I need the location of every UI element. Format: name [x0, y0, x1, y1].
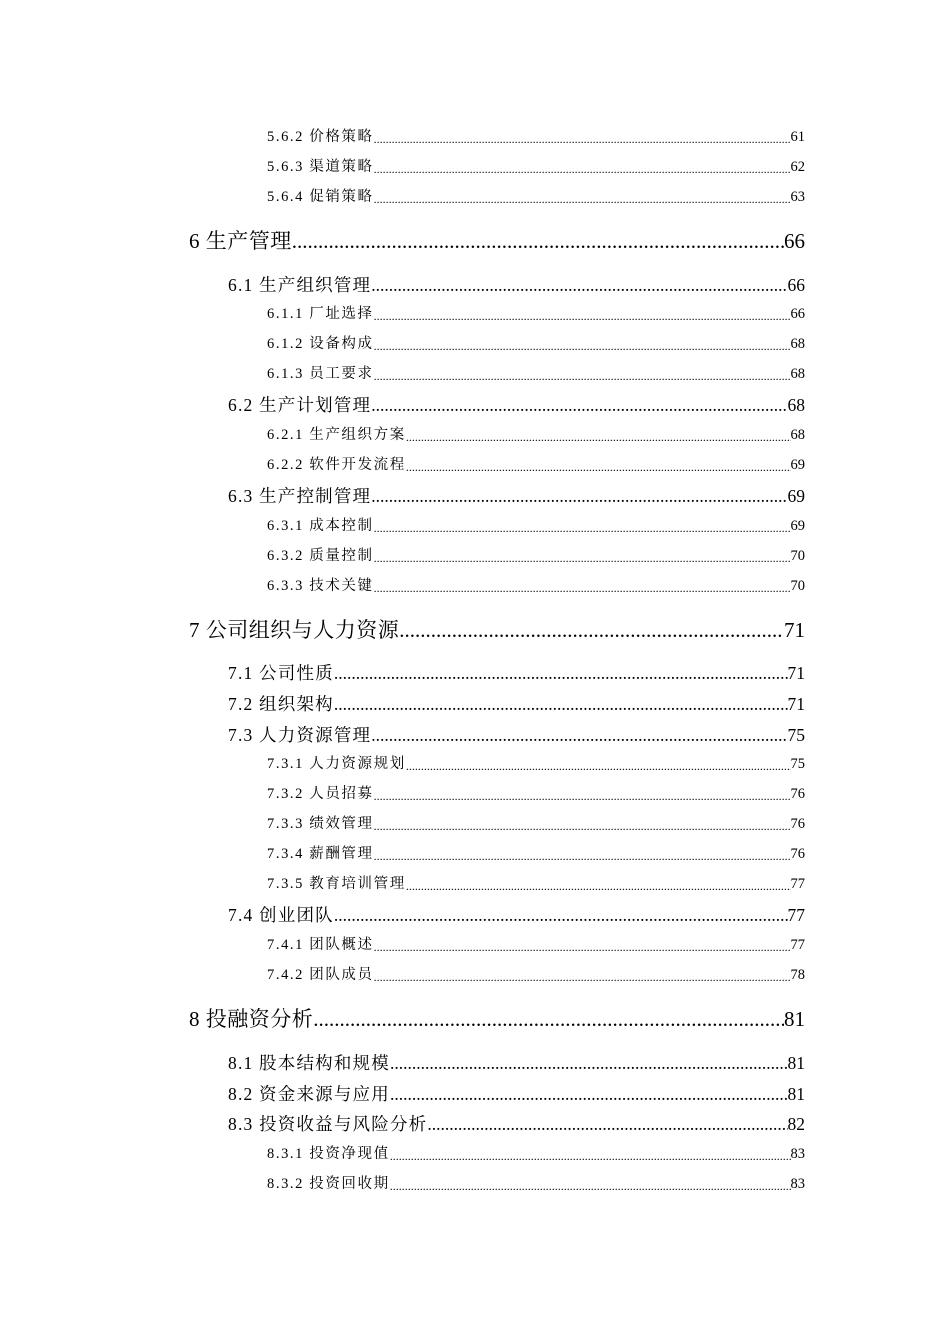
toc-dot-leader — [406, 461, 791, 473]
toc-dot-leader — [374, 370, 791, 382]
toc-dot-leader — [374, 820, 791, 832]
toc-entry[interactable] — [228, 907, 805, 925]
toc-page-number: 71 — [784, 618, 805, 642]
toc-dot-leader — [427, 1116, 787, 1134]
toc-entry[interactable] — [189, 231, 805, 252]
toc-entry-label: 6.3 生产控制管理 — [228, 486, 372, 506]
toc-page-number: 71 — [787, 694, 805, 714]
toc-dot-leader — [374, 941, 791, 953]
toc-entry[interactable] — [267, 190, 805, 205]
toc-page-number: 70 — [790, 548, 805, 564]
toc-page-number: 68 — [790, 336, 805, 352]
toc-page-number: 68 — [787, 395, 805, 415]
toc-entry[interactable] — [267, 549, 805, 564]
toc-dot-leader — [313, 1009, 784, 1030]
toc-entry-label: 7.3.5 教育培训管理 — [267, 876, 406, 892]
toc-entry-label: 5.6.4 促销策略 — [267, 189, 374, 205]
toc-entry-label: 6.1 生产组织管理 — [228, 275, 372, 295]
toc-dot-leader — [374, 850, 791, 862]
toc-page-number: 76 — [790, 786, 805, 802]
toc-entry[interactable] — [267, 1177, 805, 1192]
toc-entry[interactable] — [267, 817, 805, 832]
toc-page-number: 83 — [790, 1176, 805, 1192]
toc-entry-label: 7.1 公司性质 — [228, 663, 334, 683]
toc-entry-label: 8.3.1 投资净现值 — [267, 1146, 390, 1162]
toc-entry[interactable] — [267, 130, 805, 145]
toc-entry[interactable] — [267, 519, 805, 534]
toc-entry[interactable] — [228, 397, 805, 415]
toc-entry-label: 7.3.1 人力资源规划 — [267, 756, 406, 772]
toc-dot-leader — [371, 727, 787, 745]
toc-entry[interactable] — [267, 938, 805, 953]
toc-entry[interactable] — [267, 337, 805, 352]
toc-entry-label: 7 公司组织与人力资源 — [189, 618, 400, 642]
toc-page-number: 77 — [787, 905, 805, 925]
toc-entry-label: 8.3.2 投资回收期 — [267, 1176, 390, 1192]
toc-page-number: 63 — [790, 189, 805, 205]
toc-entry[interactable] — [228, 727, 805, 745]
toc-entry[interactable] — [228, 1086, 805, 1104]
toc-page-number: 83 — [790, 1146, 805, 1162]
toc-page-number: 70 — [790, 578, 805, 594]
toc-dot-leader — [292, 231, 784, 252]
toc-entry[interactable] — [228, 1116, 805, 1134]
toc-entry-label: 6.1.3 员工要求 — [267, 366, 374, 382]
toc-dot-leader — [374, 971, 791, 983]
toc-entry[interactable] — [267, 847, 805, 862]
toc-page-number: 68 — [790, 366, 805, 382]
toc-page-number: 78 — [790, 967, 805, 983]
toc-entry-label: 5.6.3 渠道策略 — [267, 159, 374, 175]
toc-entry[interactable] — [267, 458, 805, 473]
toc-page-number: 62 — [790, 159, 805, 175]
toc-dot-leader — [374, 163, 791, 175]
toc-dot-leader — [371, 397, 787, 415]
toc-entry-label: 6.3.1 成本控制 — [267, 518, 374, 534]
toc-dot-leader — [334, 907, 788, 925]
toc-page-number: 69 — [787, 486, 805, 506]
toc-entry[interactable] — [228, 1055, 805, 1073]
toc-entry-label: 6.2 生产计划管理 — [228, 395, 372, 415]
toc-dot-leader — [374, 522, 791, 534]
toc-entry[interactable] — [267, 307, 805, 322]
toc-page-number: 69 — [790, 518, 805, 534]
toc-page-number: 71 — [787, 663, 805, 683]
toc-dot-leader — [374, 310, 791, 322]
toc-entry-label: 6 生产管理 — [189, 229, 292, 253]
toc-entry-label: 7.4.1 团队概述 — [267, 937, 374, 953]
toc-dot-leader — [374, 340, 791, 352]
toc-entry[interactable] — [267, 787, 805, 802]
toc-dot-leader — [406, 431, 791, 443]
toc-entry[interactable] — [267, 428, 805, 443]
toc-entry[interactable] — [189, 620, 805, 641]
toc-entry[interactable] — [228, 488, 805, 506]
toc-entry[interactable] — [267, 968, 805, 983]
toc-dot-leader — [334, 665, 788, 683]
toc-page-number: 81 — [787, 1053, 805, 1073]
toc-entry-label: 8.1 股本结构和规模 — [228, 1053, 390, 1073]
toc-entry[interactable] — [267, 367, 805, 382]
toc-entry-label: 7.3.3 绩效管理 — [267, 816, 374, 832]
toc-dot-leader — [390, 1086, 788, 1104]
toc-entry[interactable] — [267, 1147, 805, 1162]
toc-dot-leader — [374, 193, 791, 205]
toc-entry[interactable] — [228, 277, 805, 295]
toc-dot-leader — [390, 1180, 791, 1192]
toc-page-number: 81 — [784, 1007, 805, 1031]
toc-entry-label: 6.1.1 厂址选择 — [267, 306, 374, 322]
toc-entry[interactable] — [267, 877, 805, 892]
toc-page-number: 75 — [790, 756, 805, 772]
toc-page-number: 66 — [784, 229, 805, 253]
toc-entry-label: 7.4 创业团队 — [228, 905, 334, 925]
toc-dot-leader — [390, 1150, 791, 1162]
toc-entry-label: 6.1.2 设备构成 — [267, 336, 374, 352]
toc-page-number: 69 — [790, 457, 805, 473]
toc-entry-label: 8.2 资金来源与应用 — [228, 1084, 390, 1104]
toc-dot-leader — [374, 552, 791, 564]
toc-entry[interactable] — [228, 696, 805, 714]
toc-dot-leader — [371, 277, 787, 295]
toc-entry-label: 7.3.4 薪酬管理 — [267, 846, 374, 862]
toc-page-number: 82 — [787, 1114, 805, 1134]
toc-dot-leader — [371, 488, 787, 506]
toc-dot-leader — [406, 760, 791, 772]
toc-entry-label: 7.3 人力资源管理 — [228, 725, 372, 745]
toc-entry-label: 5.6.2 价格策略 — [267, 129, 374, 145]
toc-page-number: 66 — [787, 275, 805, 295]
toc-dot-leader — [334, 696, 788, 714]
toc-entry-label: 6.3.2 质量控制 — [267, 548, 374, 564]
toc-entry-label: 6.2.2 软件开发流程 — [267, 457, 406, 473]
toc-page-number: 76 — [790, 816, 805, 832]
toc-dot-leader — [406, 880, 791, 892]
toc-entry[interactable] — [267, 579, 805, 594]
toc-page-number: 66 — [790, 306, 805, 322]
toc-page-number: 75 — [787, 725, 805, 745]
toc-page-number: 81 — [787, 1084, 805, 1104]
toc-entry[interactable] — [267, 160, 805, 175]
toc-page-number: 76 — [790, 846, 805, 862]
toc-entry-label: 7.2 组织架构 — [228, 694, 334, 714]
toc-entry[interactable] — [228, 665, 805, 683]
toc-entry-label: 8.3 投资收益与风险分析 — [228, 1114, 428, 1134]
toc-dot-leader — [374, 790, 791, 802]
toc-page-number: 68 — [790, 427, 805, 443]
toc-page-number: 77 — [790, 937, 805, 953]
toc-dot-leader — [399, 620, 784, 641]
toc-dot-leader — [374, 133, 791, 145]
toc-entry-label: 6.3.3 技术关键 — [267, 578, 374, 594]
toc-entry[interactable] — [189, 1009, 805, 1030]
toc-dot-leader — [390, 1055, 788, 1073]
toc-dot-leader — [374, 582, 791, 594]
toc-page-number: 61 — [790, 129, 805, 145]
toc-entry-label: 7.4.2 团队成员 — [267, 967, 374, 983]
toc-entry[interactable] — [267, 757, 805, 772]
toc-entry-label: 7.3.2 人员招募 — [267, 786, 374, 802]
toc-entry-label: 6.2.1 生产组织方案 — [267, 427, 406, 443]
toc-entry-label: 8 投融资分析 — [189, 1007, 314, 1031]
toc-page-number: 77 — [790, 876, 805, 892]
